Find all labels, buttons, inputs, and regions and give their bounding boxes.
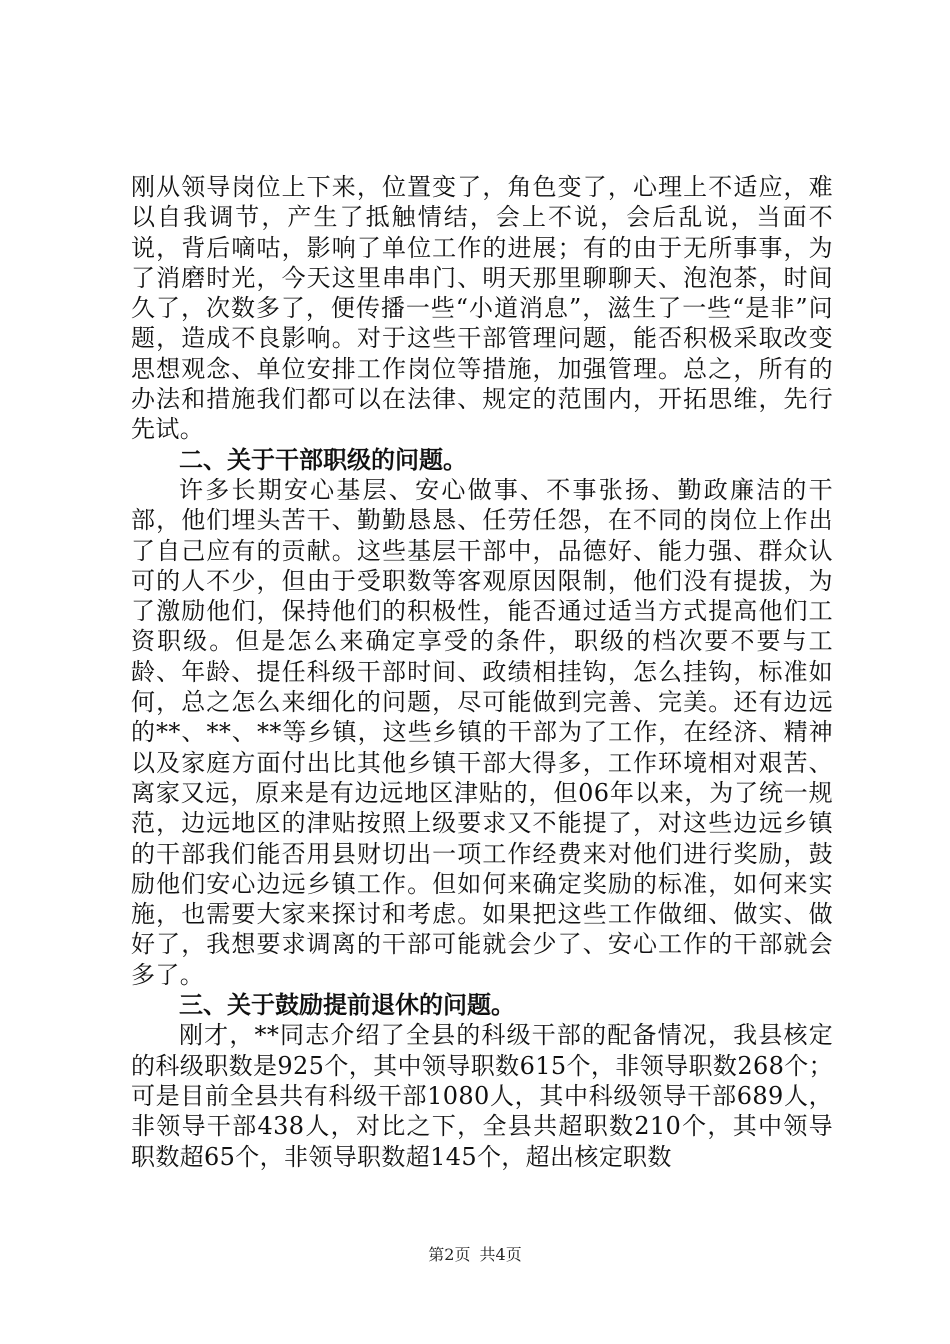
paragraph-continuation: 刚从领导岗位上下来，位置变了，角色变了，心理上不适应，难以自我调节，产生了抵触情结，会上不说，会后乱说，当面不说，背后嘀咕，影响了单位工作的进展；有的由于无所事事，为了消磨时光，今天这里串串门、明天那里聊聊天、泡泡茶，时间久了，次数多了，便传播一些“小道消息”，滋生了一些“是非”问题，造成不良影响。对于这些干部管理问题，能否积极采取改变思想观念、单位安排工作岗位等措施，加强管理。总之，所有的办法和措施我们都可以在法律、规定的范围内，开拓思维，先行先试。 — [131, 173, 833, 444]
document-body — [131, 172, 833, 1172]
page-number: 第2页 — [428, 1245, 471, 1264]
page-footer — [0, 1242, 950, 1265]
section-heading-2: 二、关于干部职级的问题。 — [179, 445, 467, 474]
section-heading-3: 三、关于鼓励提前退休的问题。 — [179, 991, 515, 1020]
paragraph-cadre-rank: 许多长期安心基层、安心做事、不事张扬、勤政廉洁的干部，他们埋头苦干、勤勤恳恳、任劳任怨，在不同的岗位上作出了自己应有的贡献。这些基层干部中，品德好、能力强、群众认可的人不少，但由于受职数等客观原因限制，他们没有提拔，为了激励他们，保持他们的积极性，能否通过适当方式提高他们工资职级。但是怎么来确定享受的条件，职级的档次要不要与工龄、年龄、提任科级干部时间、政绩相挂钩，怎么挂钩，标准如何，总之怎么来细化的问题，尽可能做到完善、完美。还有边远的**、**、**等乡镇，这些乡镇的干部为了工作，在经济、精神以及家庭方面付出比其他乡镇干部大得多，工作环境相对艰苦、离家又远，原来是有边远地区津贴的，但06年以来，为了统一规范，边远地区的津贴按照上级要求又不能提了，对这些边远乡镇的干部我们能否用县财切出一项工作经费来对他们进行奖励，鼓励他们安心边远乡镇工作。但如何来确定奖励的标准，如何来实施，也需要大家来探讨和考虑。如果把这些工作做细、做实、做好了，我想要求调离的干部可能就会少了、安心工作的干部就会多了。 — [131, 475, 833, 989]
page-total: 共4页 — [479, 1245, 522, 1264]
paragraph-early-retirement: 刚才，**同志介绍了全县的科级干部的配备情况，我县核定的科级职数是925个，其中领导职数615个，非领导职数268个；可是目前全县共有科级干部1080人，其中科级领导干部689人，非领导干部438人，对比之下，全县共超职数210个，其中领导职数超65个，非领导职数超145个，超出核定职数 — [131, 1021, 833, 1171]
